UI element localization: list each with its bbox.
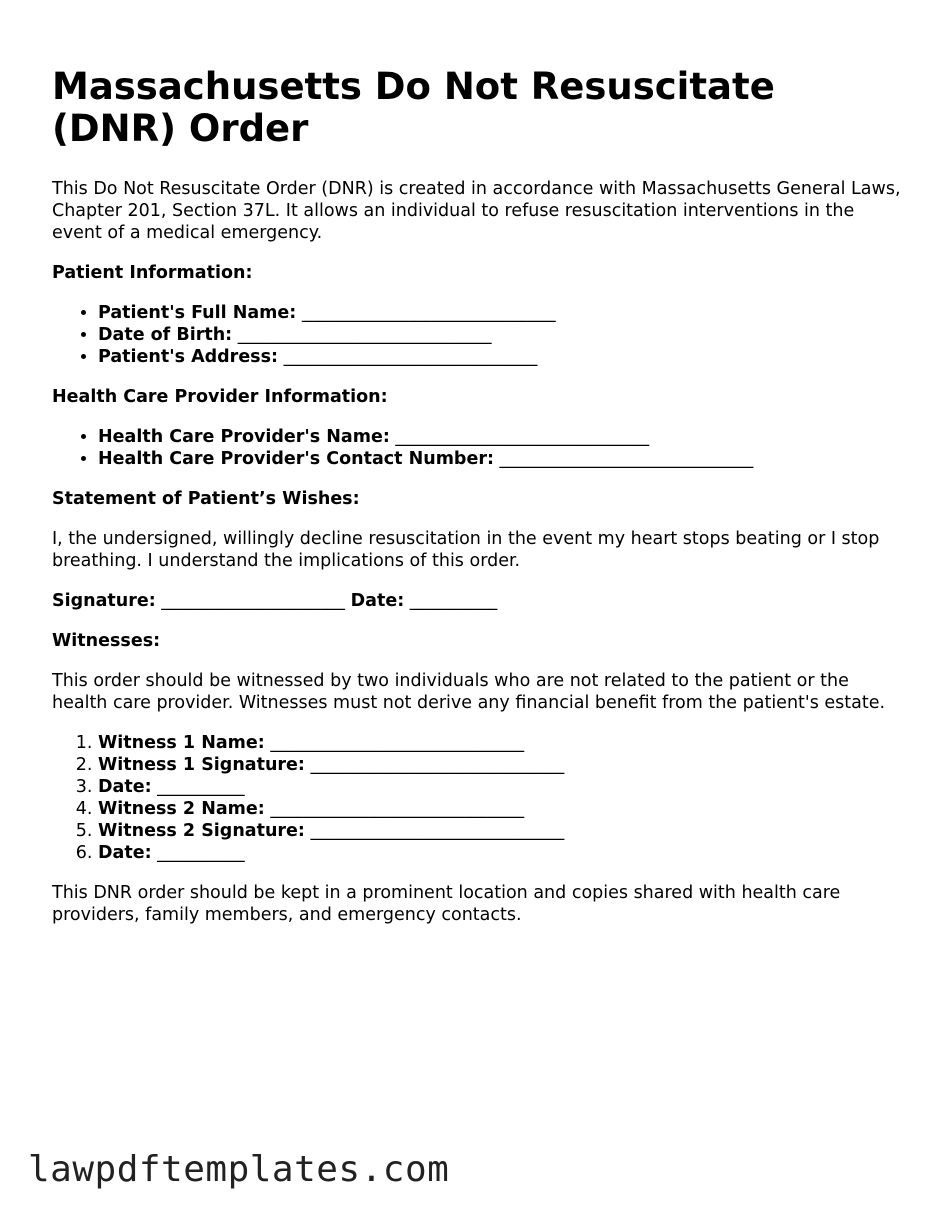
field-label: Patient's Full Name: (98, 303, 297, 323)
list-item (98, 842, 902, 864)
field-label: Witness 1 Name: (98, 733, 265, 753)
witnesses-heading: Witnesses: (52, 631, 161, 651)
list-item (98, 346, 902, 368)
field-label: Date: (98, 843, 152, 863)
field-label: Witness 2 Name: (98, 799, 265, 819)
blank-line: _____________________________ (310, 755, 565, 775)
blank-line: _____________________________ (301, 303, 556, 323)
list-item (98, 324, 902, 346)
watermark: lawpdftemplates.com (28, 1149, 450, 1190)
field-label: Witness 2 Signature: (98, 821, 305, 841)
document-page (52, 66, 902, 944)
blank-line: _____________________________ (270, 733, 525, 753)
witnesses-paragraph: This order should be witnessed by two individuals who are not related to the patient or the health care provider. Witnesses must not derive any financial benefit from the patient's estate. (52, 671, 886, 713)
blank-line: _____________________________ (499, 449, 754, 469)
field-label: Patient's Address: (98, 347, 279, 367)
intro-paragraph: This Do Not Resuscitate Order (DNR) is created in accordance with Massachusetts General Laws, Chapter 201, Section 37L. It allows an individual to refuse resuscitation interventions in the event of a medical emergency. (52, 179, 901, 243)
patient-info-list (52, 302, 902, 368)
list-item (98, 732, 902, 754)
field-label: Date of Birth: (98, 325, 233, 345)
field-label: Health Care Provider's Name: (98, 427, 390, 447)
witness-list (52, 732, 902, 864)
list-item (98, 776, 902, 798)
field-label: Witness 1 Signature: (98, 755, 305, 775)
field-label: Health Care Provider's Contact Number: (98, 449, 494, 469)
patient-info-heading: Patient Information: (52, 263, 253, 283)
blank-line: _____________________________ (283, 347, 538, 367)
blank-line: __________ (157, 777, 245, 797)
list-item (98, 754, 902, 776)
document-title: Massachusetts Do Not Resuscitate (DNR) Order (52, 65, 775, 150)
wishes-paragraph: I, the undersigned, willingly decline resuscitation in the event my heart stops beating or I stop breathing. I understand the implications of this order. (52, 529, 880, 571)
blank-line: __________ (157, 843, 245, 863)
list-item (98, 302, 902, 324)
wishes-heading: Statement of Patient’s Wishes: (52, 489, 360, 509)
list-item (98, 426, 902, 448)
signature-line (52, 590, 902, 612)
blank-line: _____________________________ (310, 821, 565, 841)
provider-info-heading: Health Care Provider Information: (52, 387, 388, 407)
signature-blank: _____________________ (161, 591, 346, 611)
provider-info-list (52, 426, 902, 470)
signature-label: Signature: (52, 591, 156, 611)
list-item (98, 820, 902, 842)
list-item (98, 798, 902, 820)
field-label: Date: (98, 777, 152, 797)
date-label: Date: (350, 591, 405, 611)
closing-paragraph: This DNR order should be kept in a prominent location and copies shared with health care providers, family members, and emergency contacts. (52, 883, 841, 925)
blank-line: _____________________________ (270, 799, 525, 819)
list-item (98, 448, 902, 470)
blank-line: _____________________________ (395, 427, 650, 447)
date-blank: __________ (409, 591, 498, 611)
blank-line: _____________________________ (237, 325, 492, 345)
